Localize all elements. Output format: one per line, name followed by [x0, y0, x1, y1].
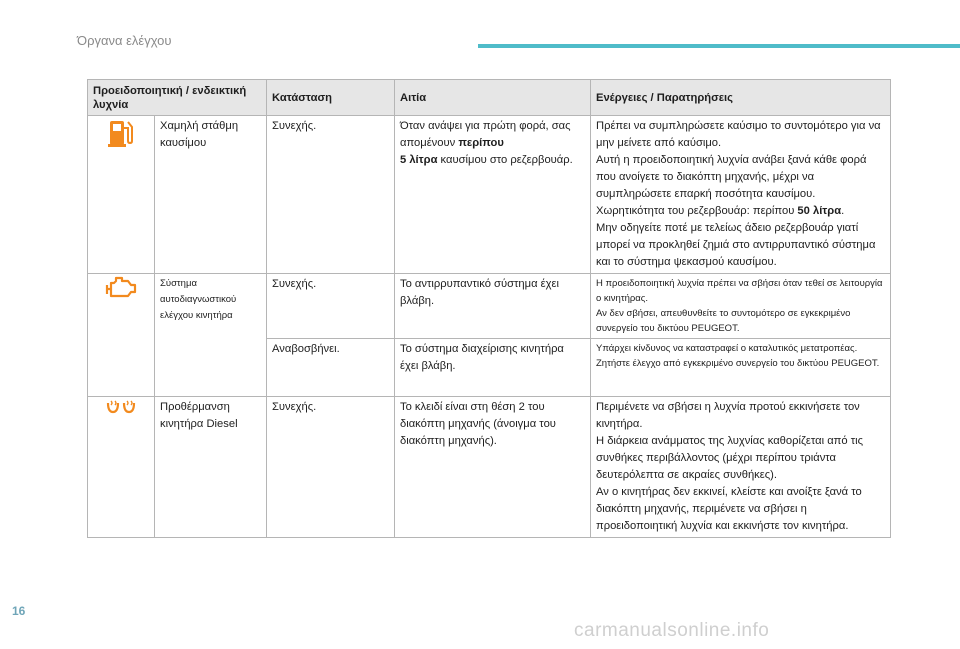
header-state: Κατάσταση	[267, 80, 395, 116]
tank-capacity: 50 λίτρα	[797, 205, 842, 217]
action-line: Μην οδηγείτε ποτέ με τελείως άδειο ρεζερβουάρ γιατί μπορεί να προκληθεί ζημιά στο αντιρρυπαντικό σύστημα και το σύστημα ψεκασμού καυσίμου.	[596, 222, 876, 268]
lamp-state-flashing: Αναβοσβήνει.	[267, 339, 395, 397]
action-line: Η διάρκεια ανάμματος της λυχνίας καθορίζεται από τις συνθήκες περιβάλλοντος (μέχρι περίπου τριάντα δευτερόλεπτα σε ακραίες συνθήκες).	[596, 435, 864, 481]
cause-quantity: 5 λίτρα	[400, 154, 438, 166]
action-line: Αν δεν σβήσει, απευθυνθείτε το συντομότερο σε εγκεκριμένο συνεργείο του δικτύου PEUGEOT.	[596, 308, 851, 334]
lamp-actions	[591, 274, 891, 339]
table-row	[88, 116, 891, 274]
watermark: carmanualsonline.info	[574, 620, 770, 641]
cause-text-end: καυσίμου στο ρεζερβουάρ.	[437, 154, 573, 166]
action-line: Η προειδοποιητική λυχνία πρέπει να σβήσει όταν τεθεί σε λειτουργία ο κινητήρας.	[596, 278, 883, 304]
lamp-cause-flashing: Το σύστημα διαχείρισης κινητήρα έχει βλάβη.	[395, 339, 591, 397]
lamp-name: Προθέρμανση κινητήρα Diesel	[155, 397, 267, 538]
lamp-name: Χαμηλή στάθμη καυσίμου	[155, 116, 267, 274]
lamp-state: Συνεχής.	[267, 116, 395, 274]
table-row	[88, 274, 891, 339]
section-accent-bar	[478, 44, 960, 48]
lamp-cause: Το αντιρρυπαντικό σύστημα έχει βλάβη.	[395, 274, 591, 339]
action-line: Περιμένετε να σβήσει η λυχνία προτού εκκινήσετε τον κινητήρα.	[596, 401, 860, 430]
fuel-pump-icon	[93, 118, 149, 148]
lamp-state: Συνεχής.	[267, 274, 395, 339]
header-cause: Αιτία	[395, 80, 591, 116]
lamp-name: Σύστημα αυτοδιαγνωστικού ελέγχου κινητήρα	[155, 274, 267, 397]
lamp-cause: Το κλειδί είναι στη θέση 2 του διακόπτη μηχανής (άνοιγμα του διακόπτη μηχανής).	[395, 397, 591, 538]
icon-cell	[88, 397, 155, 538]
glow-plug-icon	[93, 399, 149, 415]
cause-emphasis: περίπου	[458, 137, 504, 149]
table-row	[88, 397, 891, 538]
icon-cell	[88, 274, 155, 397]
header-lamp: Προειδοποιητική / ενδεικτική λυχνία	[88, 80, 267, 116]
section-title: Όργανα ελέγχου	[77, 33, 172, 48]
lamp-cause	[395, 116, 591, 274]
engine-icon	[93, 276, 149, 300]
table-header-row	[88, 80, 891, 116]
action-line: Αυτή η προειδοποιητική λυχνία ανάβει ξανά κάθε φορά που ανοίγετε το διακόπτη μηχανής, μέχρι να συμπληρώσετε επαρκή ποσότητα καυσίμου.	[596, 154, 867, 200]
warning-lamps-table	[87, 79, 891, 538]
action-line: Χωρητικότητα του ρεζερβουάρ: περίπου 50 λίτρα.	[596, 205, 845, 217]
lamp-actions	[591, 397, 891, 538]
page-number: 16	[12, 604, 26, 618]
lamp-actions-flashing: Υπάρχει κίνδυνος να καταστραφεί ο καταλυτικός μετατροπέας. Ζητήστε έλεγχο από εγκεκριμένο συνεργείο του δικτύου PEUGEOT.	[591, 339, 891, 397]
icon-cell	[88, 116, 155, 274]
lamp-actions	[591, 116, 891, 274]
lamp-state: Συνεχής.	[267, 397, 395, 538]
header-actions: Ενέργειες / Παρατηρήσεις	[591, 80, 891, 116]
action-line: Αν ο κινητήρας δεν εκκινεί, κλείστε και ανοίξτε ξανά το διακόπτη μηχανής, περιμένετε να σβήσει η προειδοποιητική λυχνία και εκκινήστε τον κινητήρα.	[596, 486, 862, 532]
cause-text: Όταν ανάψει για πρώτη φορά, σας απομένουν	[400, 120, 571, 149]
action-line: Πρέπει να συμπληρώσετε καύσιμο το συντομότερο για να μην μείνετε από καύσιμο.	[596, 120, 881, 149]
